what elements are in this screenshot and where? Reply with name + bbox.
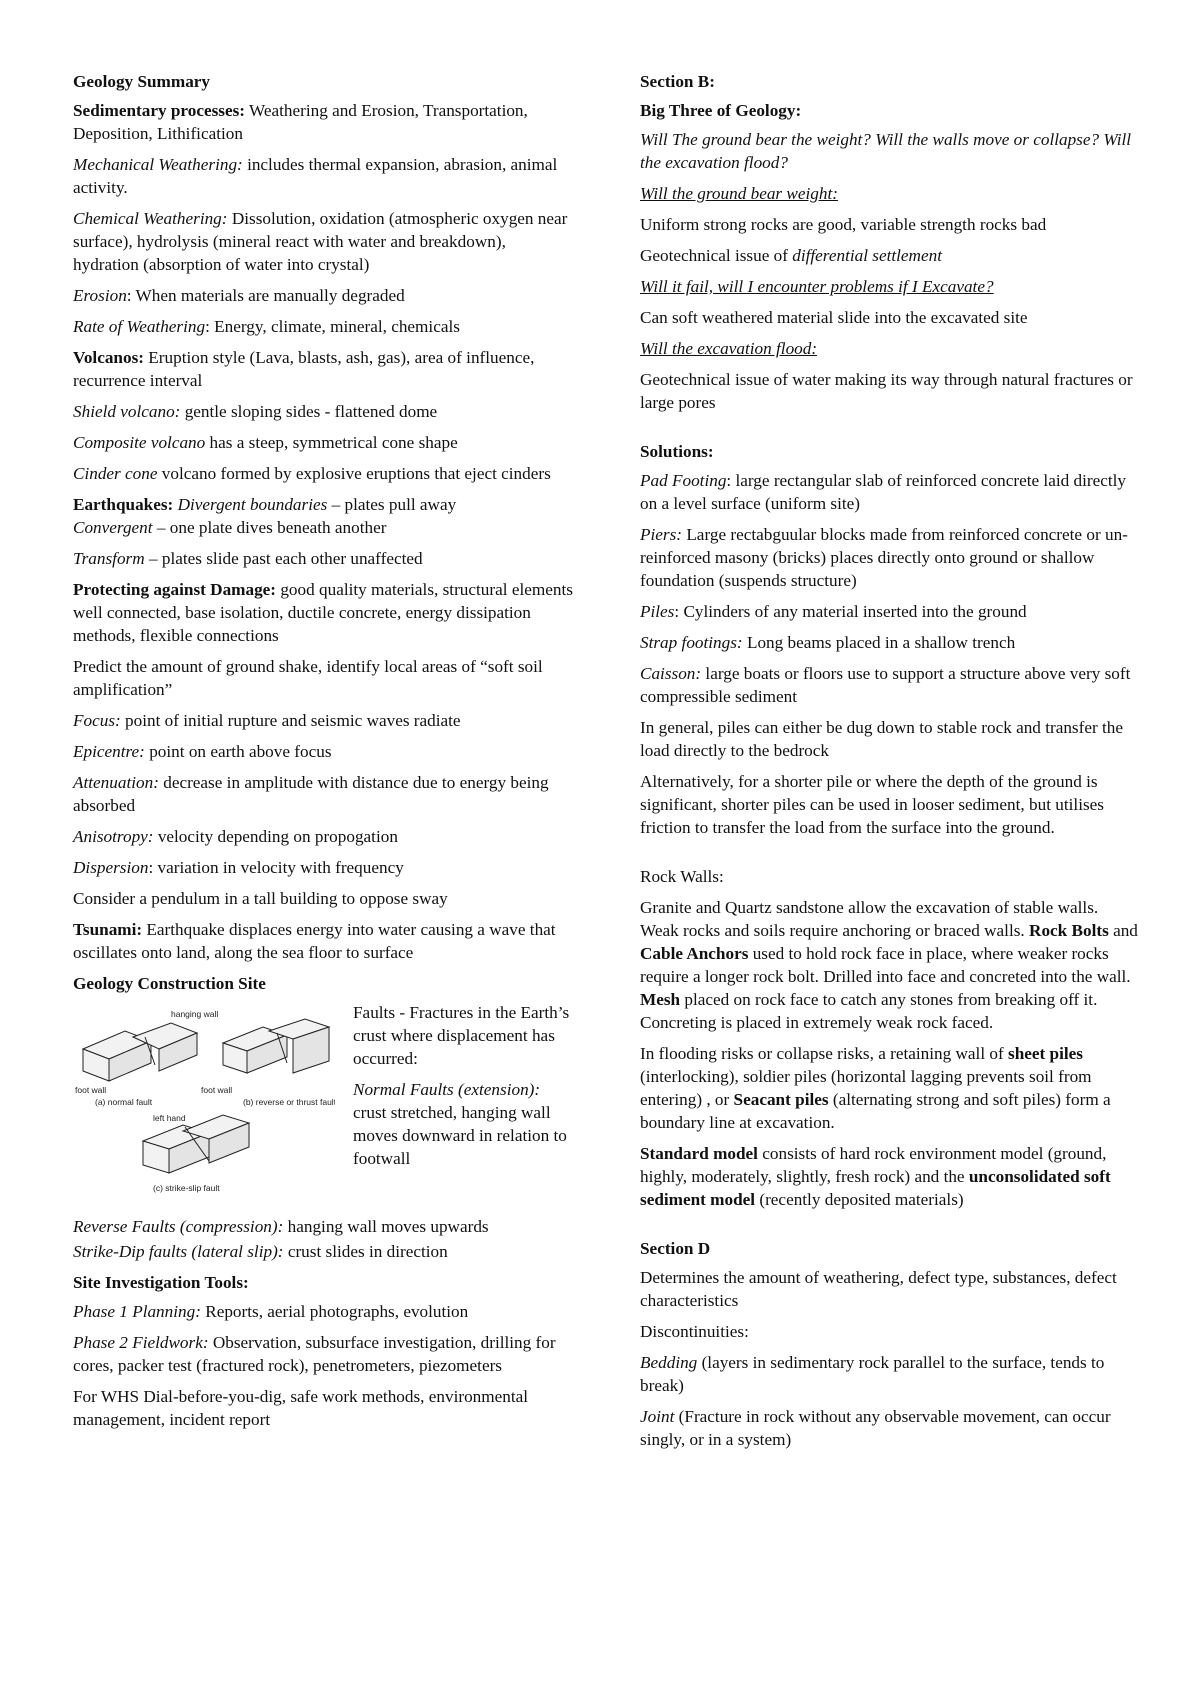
left-column (73, 70, 573, 1439)
alternative-piles-para: Alternatively, for a shorter pile or where the depth of the ground is significant, shorter piles can be used in looser sediment, but utilises friction to transfer the load from the surface into the ground. (640, 772, 1104, 837)
erosion-para: Erosion: When materials are manually degraded (73, 286, 405, 305)
solutions-title: Solutions: (640, 442, 714, 461)
caption-normal-fault: (a) normal fault (95, 1097, 153, 1107)
label-foot-wall-a: foot wall (75, 1085, 107, 1095)
fault-diagram-svg (73, 1001, 335, 1211)
earthquakes-para: Earthquakes: Divergent boundaries – plates pull away (73, 495, 457, 514)
water-issue-para: Geotechnical issue of water making its way through natural fractures or large pores (640, 370, 1133, 412)
rate-para: Rate of Weathering: Energy, climate, mineral, chemicals (73, 317, 460, 336)
discontinuities-label: Discontinuities: (640, 1322, 749, 1341)
volcanos-para: Volcanos: Eruption style (Lava, blasts, ash, gas), area of influence, recurrence interval (73, 348, 535, 390)
reverse-faults-para: Reverse Faults (compression): hanging wall moves upwards (73, 1217, 489, 1236)
big-three-questions: Will The ground bear the weight? Will the walls move or collapse? Will the excavation flood? (640, 130, 1132, 172)
label-left-hand: left hand (153, 1113, 186, 1123)
phase1-para: Phase 1 Planning: Reports, aerial photographs, evolution (73, 1302, 469, 1321)
site-investigation-title: Site Investigation Tools: (73, 1273, 249, 1292)
faults-intro: Faults - Fractures in the Earth’s crust where displacement has occurred: (353, 1003, 570, 1068)
whs-para: For WHS Dial-before-you-dig, safe work methods, environmental management, incident report (73, 1387, 529, 1429)
composite-para: Composite volcano has a steep, symmetrical cone shape (73, 433, 458, 452)
tsunami-para: Tsunami: Earthquake displaces energy into water causing a wave that oscillates onto land, along the sea floor to surface (73, 920, 556, 962)
focus-para: Focus: point of initial rupture and seismic waves radiate (73, 711, 461, 730)
protecting-para: Protecting against Damage: good quality materials, structural elements well connected, base isolation, ductile concrete, energy dissipation methods, flexible connections (73, 580, 573, 645)
strike-dip-para: Strike-Dip faults (lateral slip): crust slides in direction (73, 1242, 448, 1261)
rock-walls-title: Rock Walls: (640, 867, 724, 886)
uniform-rocks-para: Uniform strong rocks are good, variable strength rocks bad (640, 215, 1047, 234)
question-fail-excavate: Will it fail, will I encounter problems if I Excavate? (640, 277, 994, 296)
question-excavation-flood: Will the excavation flood: (640, 339, 818, 358)
piles-para: Piles: Cylinders of any material inserted into the ground (640, 602, 1027, 621)
flooding-risks-para: In flooding risks or collapse risks, a retaining wall of sheet piles (interlocking), soldier piles (horizontal lagging prevents soil from entering) , or Seacant piles (alternating strong and soft piles) form a boundary line at excavation. (640, 1044, 1111, 1132)
rock-walls-para: Granite and Quartz sandstone allow the excavation of stable walls. Weak rocks and soils require anchoring or braced walls. Rock Bolts and Cable Anchors used to hold rock face in place, where weaker rocks require a longer rock bolt. Drilled into face and concreted into the wall. Mesh placed on rock face to catch any stones from breaking off it. Concreting is placed in extremely weak rock faced. (640, 898, 1138, 1032)
differential-settlement-para: Geotechnical issue of differential settlement (640, 246, 942, 265)
section-d-title: Section D (640, 1239, 711, 1258)
normal-faults-para: Normal Faults (extension): crust stretched, hanging wall moves downward in relation to footwall (353, 1080, 567, 1168)
normal-fault-block (83, 1023, 197, 1081)
construction-title: Geology Construction Site (73, 974, 266, 993)
fault-diagram (73, 1001, 335, 1211)
page-title: Geology Summary (73, 72, 211, 91)
soft-material-para: Can soft weathered material slide into the excavated site (640, 308, 1028, 327)
section-d-para: Determines the amount of weathering, defect type, substances, defect characteristics (640, 1268, 1117, 1310)
label-foot-wall-b: foot wall (201, 1085, 233, 1095)
attenuation-para: Attenuation: decrease in amplitude with distance due to energy being absorbed (73, 773, 549, 815)
label-hanging-wall: hanging wall (171, 1009, 219, 1019)
reverse-fault-block (223, 1019, 329, 1073)
faults-block (73, 1001, 573, 1211)
caption-reverse-fault: (b) reverse or thrust fault (243, 1097, 335, 1107)
transform-para: Transform – plates slide past each other unaffected (73, 549, 423, 568)
piers-para: Piers: Large rectabguular blocks made from reinforced concrete or un-reinforced masony (bricks) places directly onto ground or shallow foundation (suspends structure) (640, 525, 1128, 590)
shield-para: Shield volcano: gentle sloping sides - flattened dome (73, 402, 438, 421)
pendulum-para: Consider a pendulum in a tall building to oppose sway (73, 889, 448, 908)
big-three-title: Big Three of Geology: (640, 101, 802, 120)
section-b-title: Section B: (640, 72, 715, 91)
dispersion-para: Dispersion: variation in velocity with frequency (73, 858, 404, 877)
chemical-para: Chemical Weathering: Dissolution, oxidation (atmospheric oxygen near surface), hydrolysis (mineral react with water and breakdown), hydration (absorption of water into crystal) (73, 209, 568, 274)
pad-footing-para: Pad Footing: large rectangular slab of reinforced concrete laid directly on a level surface (uniform site) (640, 471, 1126, 513)
joint-para: Joint (Fracture in rock without any observable movement, can occur singly, or in a system) (640, 1407, 1111, 1449)
right-column (640, 70, 1140, 1459)
standard-model-para: Standard model consists of hard rock environment model (ground, highly, moderately, slightly, fresh rock) and the unconsolidated soft sediment model (recently deposited materials) (640, 1144, 1111, 1209)
question-bear-weight: Will the ground bear weight: (640, 184, 838, 203)
convergent-para: Convergent – one plate dives beneath another (73, 518, 387, 537)
strike-slip-fault-block (143, 1115, 249, 1173)
anisotropy-para: Anisotropy: velocity depending on propogation (73, 827, 398, 846)
phase2-para: Phase 2 Fieldwork: Observation, subsurface investigation, drilling for cores, packer test (fractured rock), penetrometers, piezometers (73, 1333, 556, 1375)
predict-para: Predict the amount of ground shake, identify local areas of “soft soil amplification” (73, 657, 543, 699)
sedimentary-para: Sedimentary processes: Weathering and Erosion, Transportation, Deposition, Lithification (73, 101, 528, 143)
epicentre-para: Epicentre: point on earth above focus (73, 742, 332, 761)
bedding-para: Bedding (layers in sedimentary rock parallel to the surface, tends to break) (640, 1353, 1105, 1395)
faults-text (353, 1001, 573, 1211)
caption-strike-slip-fault: (c) strike-slip fault (153, 1183, 220, 1193)
general-piles-para: In general, piles can either be dug down to stable rock and transfer the load directly to the bedrock (640, 718, 1123, 760)
mechanical-para: Mechanical Weathering: includes thermal expansion, abrasion, animal activity. (73, 155, 558, 197)
cinder-para: Cinder cone volcano formed by explosive eruptions that eject cinders (73, 464, 551, 483)
caisson-para: Caisson: large boats or floors use to support a structure above very soft compressible sediment (640, 664, 1131, 706)
strap-footings-para: Strap footings: Long beams placed in a shallow trench (640, 633, 1016, 652)
